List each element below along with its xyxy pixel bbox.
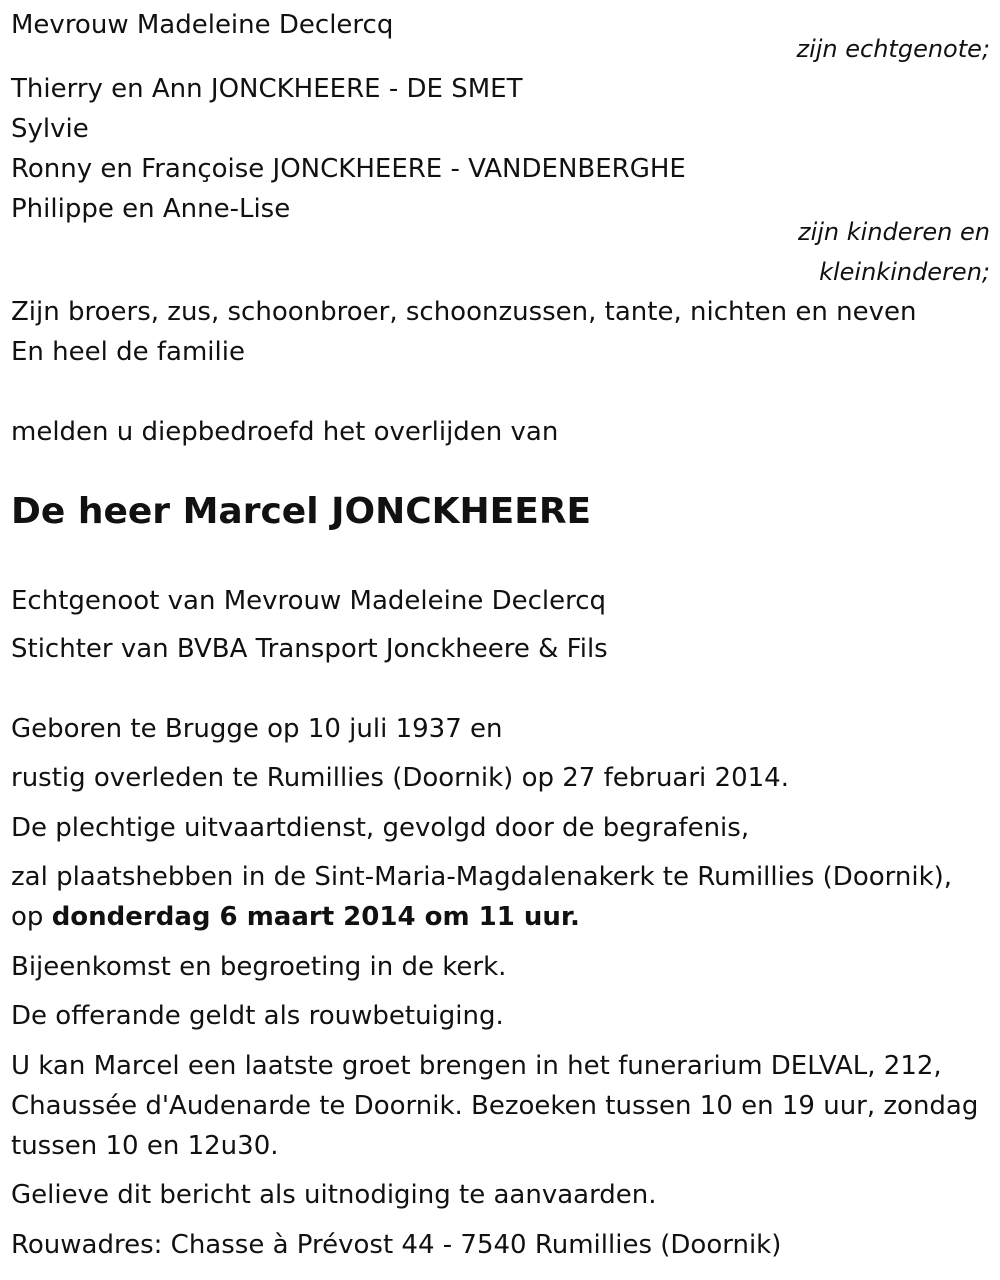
visit-line-3: tussen 10 en 12u30. [11,1131,279,1161]
invitation-line: Gelieve dit bericht als uitnodiging te aanvaarden. [11,1180,657,1210]
visit-line-2: Chaussée d'Audenarde te Doornik. Bezoeken tussen 10 en 19 uur, zondag [11,1091,979,1121]
relatives-line-1: Zijn broers, zus, schoonbroer, schoonzussen, tante, nichten en neven [11,297,917,327]
service-line-2: zal plaatshebben in de Sint-Maria-Magdalenakerk te Rumillies (Doornik), [11,862,953,892]
gathering-line: Bijeenkomst en begroeting in de kerk. [11,952,507,982]
offering-line: De offerande geldt als rouwbetuiging. [11,1001,504,1031]
spouse-name: Mevrouw Madeleine Declercq [11,10,394,40]
service-date-prefix: op [11,902,52,932]
spouse-role: zijn echtgenote; [796,35,990,63]
service-line-3 [11,901,580,933]
deceased-name: De heer Marcel JONCKHEERE [11,491,592,532]
deceased-spouse-line: Echtgenoot van Mevrouw Madeleine Declercq [11,586,607,616]
child-line-1: Thierry en Ann JONCKHEERE - DE SMET [11,74,523,104]
child-line-2: Sylvie [11,114,89,144]
announcement-text: melden u diepbedroefd het overlijden van [11,417,559,447]
child-line-3: Ronny en Françoise JONCKHEERE - VANDENBERGHE [11,154,686,184]
mourning-address: Rouwadres: Chasse à Prévost 44 - 7540 Rumillies (Doornik) [11,1230,782,1260]
service-date: donderdag 6 maart 2014 om 11 uur. [51,902,580,932]
birth-line: Geboren te Brugge op 10 juli 1937 en [11,714,503,744]
children-role-line-1: zijn kinderen en [798,218,990,246]
child-line-4: Philippe en Anne-Lise [11,194,291,224]
death-line: rustig overleden te Rumillies (Doornik) op 27 februari 2014. [11,763,789,793]
deceased-founder-line: Stichter van BVBA Transport Jonckheere & Fils [11,634,608,664]
visit-line-1: U kan Marcel een laatste groet brengen in het funerarium DELVAL, 212, [11,1051,942,1081]
service-line-1: De plechtige uitvaartdienst, gevolgd door de begrafenis, [11,813,750,843]
children-role-line-2: kleinkinderen; [819,258,990,286]
relatives-line-2: En heel de familie [11,337,245,367]
